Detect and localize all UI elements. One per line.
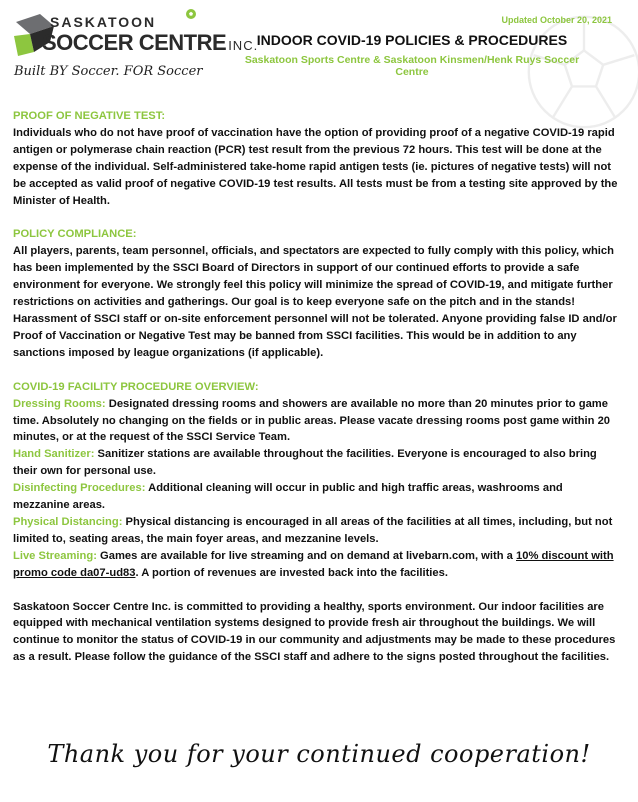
live-streaming-text-2: . A portion of revenues are invested back into the facilities. bbox=[135, 566, 448, 579]
disinfecting-text-2: mezzanine areas. bbox=[13, 499, 106, 512]
promo-code-link[interactable]: 10% discount with promo code da07-ud83 bbox=[13, 549, 614, 579]
live-streaming-label: Live Streaming: bbox=[13, 549, 97, 562]
page-subtitle: Saskatoon Sports Centre & Saskatoon Kinsmen/Henk Ruys Soccer Centre bbox=[244, 54, 580, 78]
live-streaming-text-1: Games are available for live streaming and on demand at livebarn.com, with a bbox=[100, 549, 513, 562]
disinfecting-label: Disinfecting Procedures: bbox=[13, 482, 146, 495]
physical-distancing-item bbox=[13, 514, 623, 548]
thank-you-signature: Thank you for your continued cooperation! bbox=[47, 740, 591, 768]
dressing-rooms-label: Dressing Rooms: bbox=[13, 397, 106, 410]
ssci-logo bbox=[10, 8, 259, 88]
physical-distancing-text: Physical distancing is encouraged in all areas of the facilities at all times, including, but not limited to, seating areas, the main foyer areas, and mezzanine levels. bbox=[13, 515, 613, 545]
policy-compliance-paragraph: All players, parents, team personnel, officials, and spectators are expected to fully comply with this policy, which has been implemented by the SSCI Board of Directors in support of our continued efforts to provide a safe environment for everyone. We strongly feel this policy will minimize the spread of COVID-19, and mitigate further restrictions on activities and gatherings. Our goal is to keep everyone safe on the pitch and in the stands! Harassment of SSCI staff or on-site enforcement personnel will not be tolerated. Anyone providing false ID and/or Proof of Vaccination or Negative Test may be banned from SSCI facilities. This would be in addition to any sanctions imposed by league organizations (if applicable). bbox=[13, 245, 617, 359]
physical-distancing-label: Physical Distancing: bbox=[13, 515, 123, 528]
disinfecting-item bbox=[13, 480, 623, 514]
document-body bbox=[13, 108, 623, 666]
soccer-ball-icon bbox=[185, 8, 197, 20]
updated-date: Updated October 20, 2021 bbox=[501, 15, 612, 25]
hand-sanitizer-label: Hand Sanitizer: bbox=[13, 448, 95, 461]
logo-main-text bbox=[42, 30, 258, 56]
closing-paragraph: Saskatoon Soccer Centre Inc. is committed to providing a healthy, sports environment. Our indoor facilities are equipped with mechanical ventilation systems designed to provide fresh air throughout the buildings. We will continue to monitor the status of COVID-19 in our community and adjustments may be made to these procedures as a result. Please follow the guidance of the SSCI staff and adhere to the signs posted throughout the facilities. bbox=[13, 600, 616, 664]
hand-sanitizer-item bbox=[13, 446, 623, 480]
procedure-overview-heading: COVID-19 FACILITY PROCEDURE OVERVIEW: bbox=[13, 380, 259, 393]
dressing-rooms-text: Designated dressing rooms and showers are available no more than 20 minutes prior to game time. Absolutely no changing on the fields or in public areas. Please vacate dressing rooms post game within 20 minutes, or at the request of the SSCI Service Team. bbox=[13, 397, 611, 444]
hand-sanitizer-text-2: their own for personal use. bbox=[13, 465, 156, 478]
dressing-rooms-item bbox=[13, 396, 623, 447]
live-streaming-item bbox=[13, 548, 623, 582]
negative-test-paragraph: Individuals who do not have proof of vaccination have the option of providing proof of a negative COVID-19 rapid antigen or polymerase chain reaction (PCR) test result from the previous 72 hours. This test will be done at the expense of the individual. Self-administered take-home rapid antigen tests (ie. pictures of negative tests) will not be accepted as valid proof of negative COVID-19 test results. All tests must be from a testing site approved by the Minister of Health. bbox=[13, 126, 618, 207]
logo-top-text: SASKATOON bbox=[50, 14, 157, 30]
hand-sanitizer-text-1: Sanitizer stations are available throughout the facilities. Everyone is encouraged to also bring bbox=[97, 448, 597, 461]
page-title: INDOOR COVID-19 POLICIES & PROCEDURES bbox=[256, 32, 568, 48]
logo-inc-label: INC. bbox=[228, 38, 259, 53]
logo-tagline: Built BY Soccer. FOR Soccer bbox=[14, 64, 203, 79]
logo-main-label: SOCCER CENTRE bbox=[42, 30, 227, 55]
negative-test-heading: PROOF OF NEGATIVE TEST: bbox=[13, 110, 166, 122]
policy-compliance-heading: POLICY COMPLIANCE: bbox=[13, 228, 137, 241]
disinfecting-text-1: Additional cleaning will occur in public and high traffic areas, washrooms and bbox=[148, 482, 563, 495]
